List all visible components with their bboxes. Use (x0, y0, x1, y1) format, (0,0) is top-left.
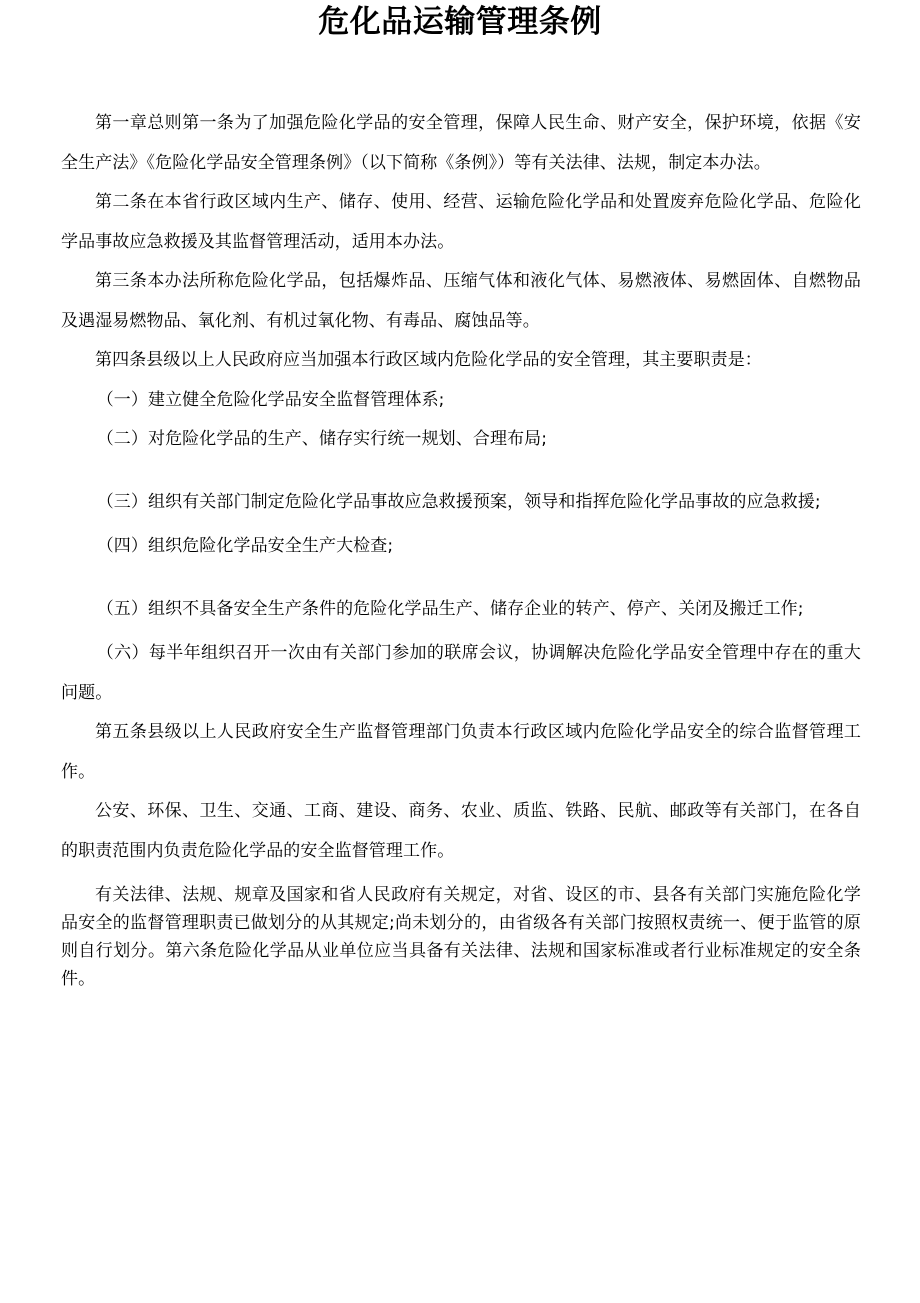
document-body (61, 104, 861, 993)
paragraph-chapter-1-article-1: 第一章总则第一条为了加强危险化学品的安全管理，保障人民生命、财产安全，保护环境，依据《安全生产法》《危险化学品安全管理条例》（以下简称《条例》）等有关法律、法规，制定本办法。 (61, 113, 861, 173)
paragraph-article-5-division-and-article-6: 有关法律、法规、规章及国家和省人民政府有关规定，对省、设区的市、县各有关部门实施危险化学品安全的监督管理职责已做划分的从其规定;尚未划分的，由省级各有关部门按照权责统一、便于监管的原则自行划分。第六条危险化学品从业单位应当具备有关法律、法规和国家标准或者行业标准规定的安全条件。 (61, 885, 861, 989)
list-item-article-4-4: （四）组织危险化学品安全生产大检查; (96, 536, 394, 556)
paragraph-article-4: 第四条县级以上人民政府应当加强本行政区域内危险化学品的安全管理，其主要职责是： (95, 350, 762, 370)
list-item-article-4-5: （五）组织不具备安全生产条件的危险化学品生产、储存企业的转产、停产、关闭及搬迁工作; (96, 598, 804, 619)
list-item-article-4-6: （六）每半年组织召开一次由有关部门参加的联席会议，协调解决危险化学品安全管理中存在的重大问题。 (61, 643, 861, 703)
list-item-article-4-1: （一）建立健全危险化学品安全监督管理体系; (96, 389, 445, 410)
paragraph-article-3: 第三条本办法所称危险化学品，包括爆炸品、压缩气体和液化气体、易燃液体、易燃固体、自燃物品及遇湿易燃物品、氧化剂、有机过氧化物、有毒品、腐蚀品等。 (61, 271, 861, 331)
list-item-article-4-3: （三）组织有关部门制定危险化学品事故应急救援预案，领导和指挥危险化学品事故的应急救援; (96, 491, 821, 512)
page-title: 危化品运输管理条例 (318, 4, 602, 40)
paragraph-article-5: 第五条县级以上人民政府安全生产监督管理部门负责本行政区域内危险化学品安全的综合监督管理工作。 (61, 722, 861, 782)
paragraph-article-2: 第二条在本省行政区域内生产、储存、使用、经营、运输危险化学品和处置废弃危险化学品、危险化学品事故应急救援及其监督管理活动，适用本办法。 (61, 192, 861, 252)
list-item-article-4-2: （二）对危险化学品的生产、储存实行统一规划、合理布局; (96, 429, 548, 449)
paragraph-article-5-departments: 公安、环保、卫生、交通、工商、建设、商务、农业、质监、铁路、民航、邮政等有关部门，在各自的职责范围内负责危险化学品的安全监督管理工作。 (61, 801, 861, 861)
